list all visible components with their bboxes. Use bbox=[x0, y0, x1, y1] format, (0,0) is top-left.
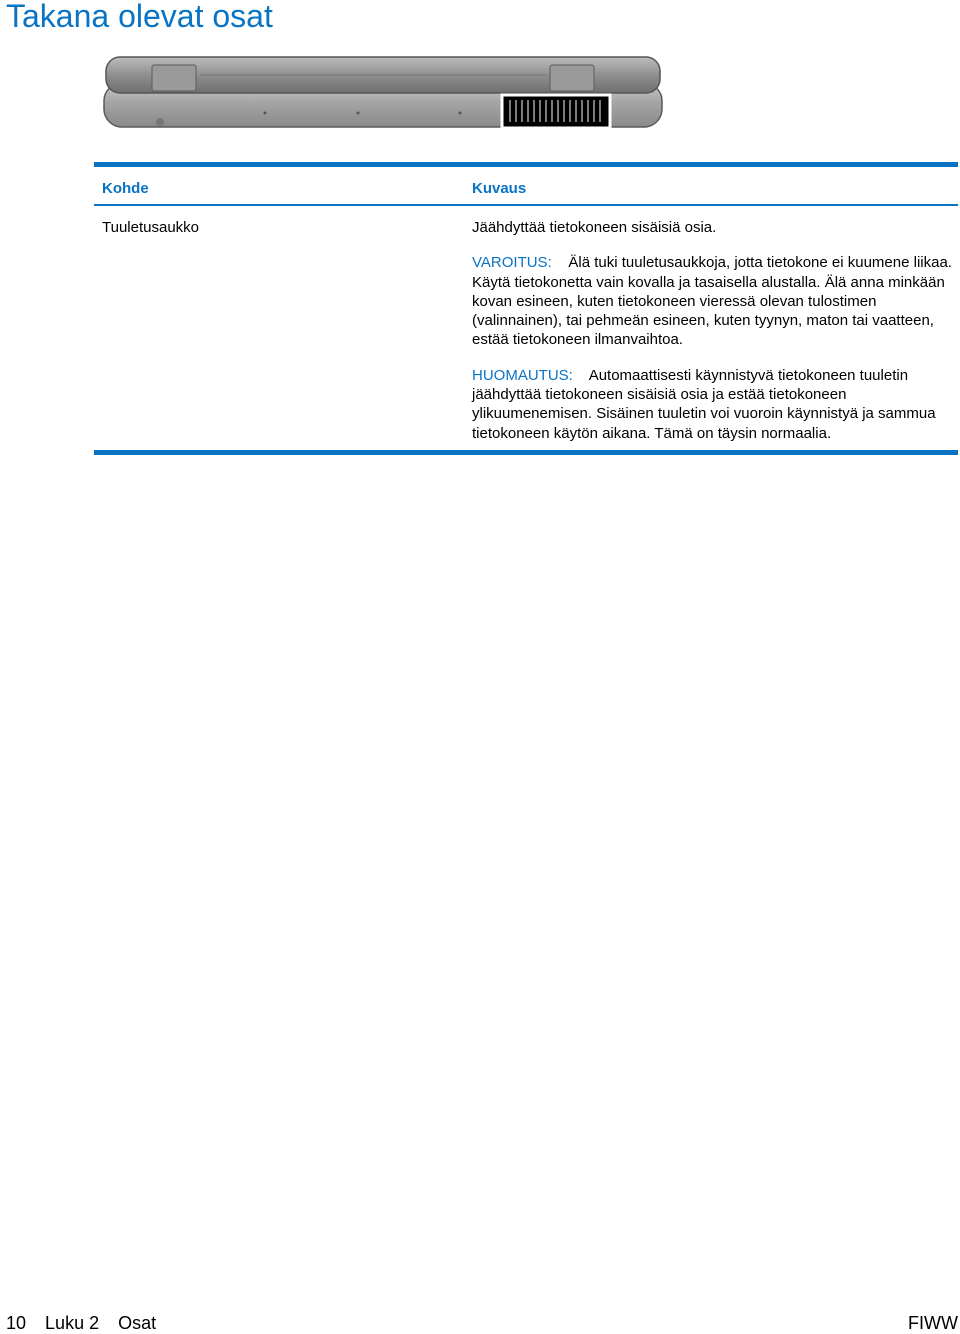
table-bottom-rule bbox=[94, 450, 958, 455]
warning-note bbox=[472, 253, 954, 349]
section-label: Osat bbox=[118, 1313, 157, 1333]
info-note bbox=[472, 366, 954, 443]
warning-label: VAROITUS: bbox=[472, 254, 552, 272]
table-header-row bbox=[94, 167, 958, 204]
page-title: Takana olevat osat bbox=[6, 0, 273, 34]
note-text: Automaattisesti käynnistyvä tietokoneen tuuletin jäähdyttää tietokoneen sisäisiä osia ja estää tietokoneen ylikuumenemisen. Sisäinen tuuletin voi vuoroin käynnistyä ja sammua tietokoneen käytön aikana. Tämä on täysin normaalia. bbox=[472, 366, 936, 442]
parts-table bbox=[94, 162, 958, 455]
page-number: 10 bbox=[6, 1313, 27, 1333]
note-label: HUOMAUTUS: bbox=[472, 366, 573, 384]
table-row bbox=[94, 206, 958, 450]
doc-code: FIWW bbox=[908, 1313, 958, 1333]
page-footer bbox=[6, 1312, 958, 1334]
item-description bbox=[472, 218, 954, 443]
warning-text: Älä tuki tuuletusaukkoja, jotta tietokone ei kuumene liikaa. Käytä tietokonetta vain kovalla ja tasaisella alustalla. Älä anna minkään kovan esineen, kuten tietokoneen vieressä olevan tulostimen (valinnainen), tai pehmeän esineen, kuten tyynyn, maton tai vaatteen, estää tietokoneen ilmanvaihtoa. bbox=[472, 254, 952, 349]
footer-left bbox=[6, 1312, 170, 1334]
chapter-label: Luku 2 bbox=[45, 1313, 100, 1333]
laptop-rear-view-image bbox=[100, 55, 665, 133]
description-text: Jäähdyttää tietokoneen sisäisiä osia. bbox=[472, 219, 717, 236]
header-description: Kuvaus bbox=[472, 180, 527, 197]
header-item: Kohde bbox=[102, 180, 149, 197]
item-name: Tuuletusaukko bbox=[102, 219, 200, 236]
